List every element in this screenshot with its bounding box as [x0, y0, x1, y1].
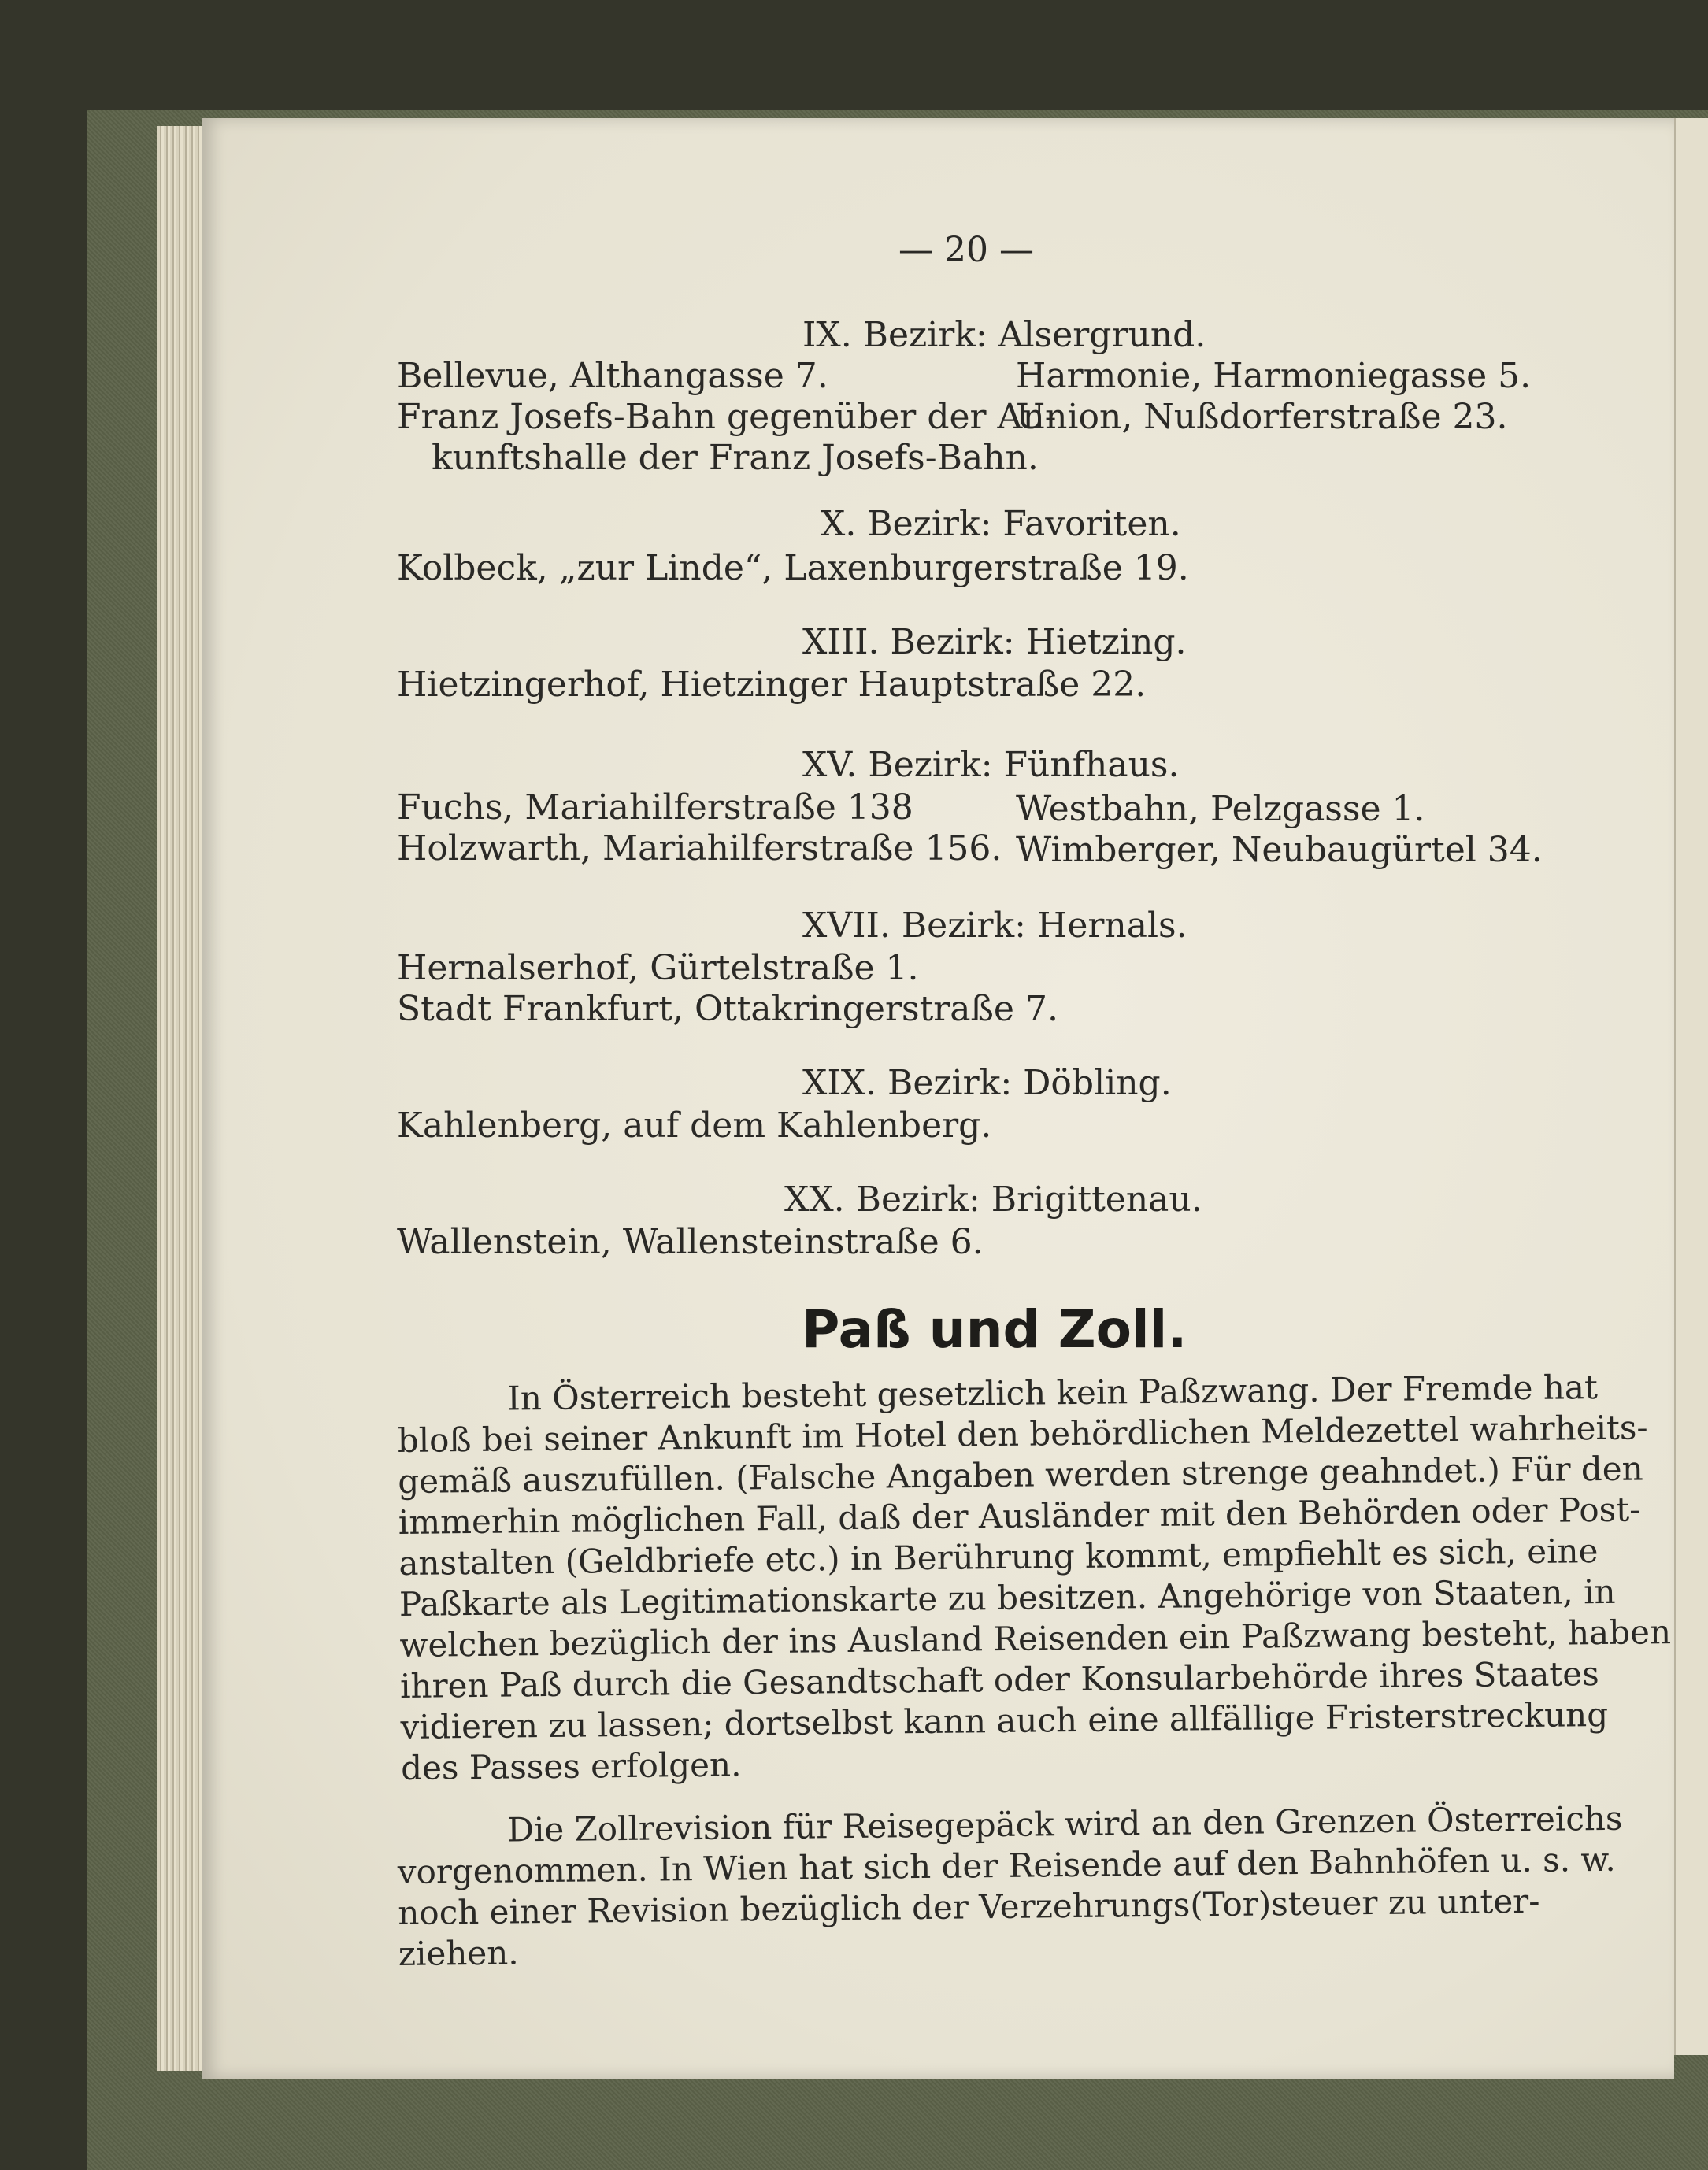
text-line: bloß bei seiner Ankunft im Hotel den behördlichen Meldezettel wahrheits- — [397, 1408, 1648, 1460]
hotel-entry: Bellevue, Althangasse 7. — [397, 356, 828, 396]
hotel-entry: Hernalserhof, Gürtelstraße 1. — [397, 948, 919, 988]
text-line: ziehen. — [398, 1933, 519, 1973]
text-line: Paßkarte als Legitimationskarte zu besitzen. Angehörige von Staaten, in — [398, 1572, 1616, 1624]
hotel-entry: Harmonie, Harmoniegasse 5. — [1016, 356, 1532, 396]
paragraph-pass — [397, 1365, 1708, 1789]
district-heading: XIX. Bezirk: Döbling. — [802, 1063, 1172, 1103]
text-line: Die Zollrevision für Reisegepäck wird an den Grenzen Österreichs — [507, 1798, 1623, 1850]
district-heading: IX. Bezirk: Alsergrund. — [802, 315, 1206, 355]
hotel-entry: Kahlenberg, auf dem Kahlenberg. — [397, 1105, 992, 1146]
text-line: vorgenommen. In Wien hat sich der Reisende auf den Bahnhöfen u. s. w. — [397, 1839, 1616, 1891]
hotel-entry: Kolbeck, „zur Linde“, Laxenburgerstraße 19. — [397, 548, 1189, 588]
district-heading: XIII. Bezirk: Hietzing. — [802, 622, 1187, 662]
district-heading: XV. Bezirk: Fünfhaus. — [802, 745, 1180, 785]
hotel-entry: Holzwarth, Mariahilferstraße 156. — [397, 828, 1002, 868]
paragraph-customs — [397, 1796, 1708, 1975]
hotel-entry: kunftshalle der Franz Josefs-Bahn. — [432, 438, 1039, 478]
hotel-entry: Westbahn, Pelzgasse 1. — [1016, 789, 1425, 829]
hotel-entry: Wimberger, Neubaugürtel 34. — [1016, 830, 1543, 870]
text-line: vidieren zu lassen; dortselbst kann auch eine allfällige Fristerstreckung — [400, 1694, 1609, 1746]
text-line: In Österreich besteht gesetzlich kein Paßzwang. Der Fremde hat — [507, 1368, 1599, 1418]
text-line: des Passes erfolgen. — [400, 1745, 742, 1787]
text-line: ihren Paß durch die Gesandtschaft oder Konsularbehörde ihres Staates — [399, 1654, 1599, 1705]
text-line: noch einer Revision bezüglich der Verzehrungs(Tor)steuer zu unter- — [398, 1881, 1540, 1932]
hotel-entry: Hietzingerhof, Hietzinger Hauptstraße 22. — [397, 665, 1147, 705]
text-line: immerhin möglichen Fall, daß der Ausländer mit den Behörden oder Post- — [398, 1490, 1641, 1542]
hotel-entry: Fuchs, Mariahilferstraße 138 — [397, 787, 913, 828]
book-page — [202, 118, 1674, 2079]
text-line: anstalten (Geldbriefe etc.) in Berührung kommt, empfiehlt es sich, eine — [398, 1531, 1599, 1583]
text-line: welchen bezüglich der ins Ausland Reisenden ein Paßzwang besteht, haben — [399, 1613, 1672, 1665]
hotel-entry: Franz Josefs-Bahn gegenüber der An- — [397, 397, 1057, 437]
hotel-entry: Union, Nußdorferstraße 23. — [1016, 397, 1508, 437]
hotel-entry: Wallenstein, Wallensteinstraße 6. — [397, 1222, 984, 1262]
text-line: gemäß auszufüllen. (Falsche Angaben werden strenge geahndet.) Für den — [398, 1449, 1643, 1501]
section-title: Paß und Zoll. — [802, 1299, 1187, 1360]
hotel-entry: Stadt Frankfurt, Ottakringerstraße 7. — [397, 989, 1058, 1029]
page-number: — 20 — — [898, 230, 1034, 270]
district-heading: X. Bezirk: Favoriten. — [821, 504, 1181, 544]
district-heading: XVII. Bezirk: Hernals. — [802, 905, 1187, 946]
district-heading: XX. Bezirk: Brigittenau. — [784, 1179, 1202, 1220]
